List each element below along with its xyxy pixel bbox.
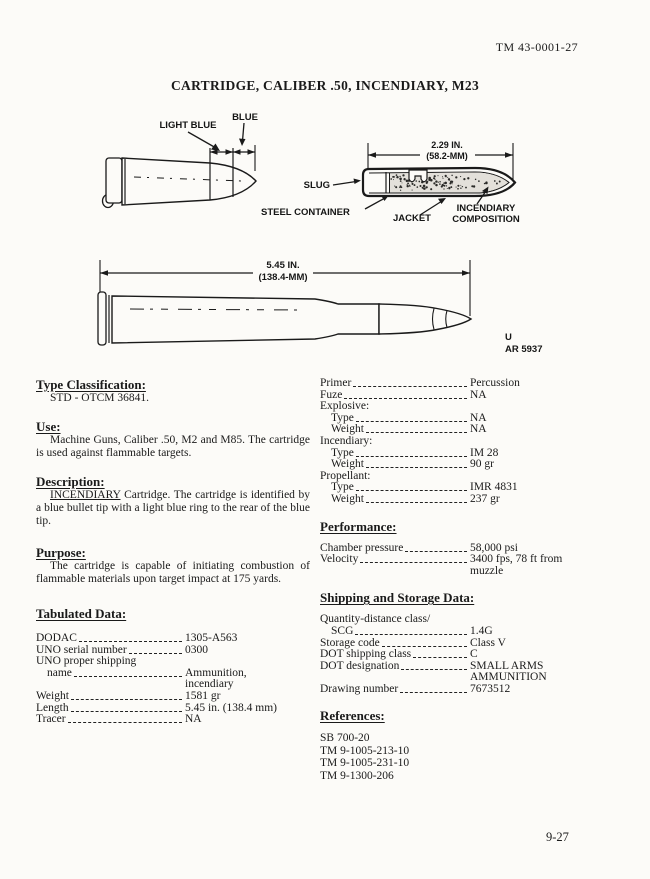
spec-row <box>36 679 310 691</box>
incendiary-composition-label-2: COMPOSITION <box>452 214 520 225</box>
spec-label: Velocity <box>320 553 359 566</box>
heading-shipping-storage: Shipping and Storage Data: <box>320 590 475 606</box>
spec-value: SMALL ARMS <box>470 659 544 672</box>
spec-label: Type <box>331 411 354 424</box>
steel-container-leader-arrow <box>365 198 385 209</box>
spec-value: C <box>470 648 478 661</box>
spec-row <box>320 401 613 413</box>
tabulated-data-rows-continued <box>320 378 613 506</box>
spec-row <box>320 471 613 483</box>
heading-references: References: <box>320 708 385 724</box>
slug-label: SLUG <box>303 180 330 191</box>
spec-label: Length <box>36 701 69 714</box>
spec-label: Fuze <box>320 388 343 401</box>
spec-row <box>320 661 613 673</box>
dash-leader <box>360 562 467 563</box>
spec-label: Incendiary: <box>320 434 373 447</box>
reference-item: TM 9-1300-206 <box>320 769 394 782</box>
spec-label: Quantity-distance class/ <box>320 613 431 626</box>
right-column <box>320 378 613 782</box>
spec-label: Type <box>331 446 354 459</box>
spec-label: Explosive: <box>320 400 370 413</box>
spec-row <box>320 626 613 638</box>
spec-row <box>320 554 613 566</box>
light-blue-band-label: LIGHT BLUE <box>159 120 217 131</box>
cartridge-dim-inches: 5.45 IN. <box>266 260 300 271</box>
spec-row <box>36 656 310 668</box>
figure-code-line2: AR 5937 <box>505 344 543 355</box>
cartridge-outline <box>98 292 471 345</box>
doc-number: TM 43-0001-27 <box>495 40 578 54</box>
spec-value: 90 gr <box>470 458 494 471</box>
dash-leader <box>344 398 467 399</box>
spec-value: 1305-A563 <box>185 632 238 644</box>
dash-leader <box>405 551 467 552</box>
cartridge-dim-mm: (138.4-MM) <box>258 272 308 283</box>
dash-leader <box>413 657 467 658</box>
spec-row <box>320 543 613 555</box>
incendiary-composition-label-1: INCENDIARY <box>456 203 516 214</box>
spec-row <box>320 494 613 506</box>
spec-label: Drawing number <box>320 682 399 695</box>
spec-value: Class V <box>470 636 506 649</box>
cutaway-bullet <box>363 168 515 196</box>
description-keyword: INCENDIARY <box>50 489 121 501</box>
reference-item: TM 9-1005-231-10 <box>320 757 410 770</box>
tabulated-data-rows <box>36 633 310 726</box>
spec-label: Propellant: <box>320 469 371 482</box>
references-list <box>320 732 613 782</box>
spec-label: Weight <box>331 458 364 471</box>
spec-label: Primer <box>320 377 352 389</box>
spec-label: Storage code <box>320 636 380 649</box>
dash-leader <box>366 432 467 433</box>
spec-row <box>320 459 613 471</box>
spec-row <box>320 378 613 390</box>
blue-band-label: BLUE <box>232 112 258 123</box>
slug-leader-arrow <box>333 182 356 186</box>
dash-leader <box>366 502 467 503</box>
dash-leader <box>400 692 467 693</box>
dash-leader <box>68 722 182 723</box>
spec-value: 58,000 psi <box>470 541 518 554</box>
spec-value: Ammunition, <box>185 666 247 679</box>
reference-item: SB 700-20 <box>320 732 370 745</box>
dash-leader <box>74 676 182 677</box>
heading-use: Use: <box>36 419 61 434</box>
spec-row <box>36 633 310 645</box>
spec-row <box>320 436 613 448</box>
description-body <box>36 489 310 528</box>
spec-label: name <box>47 666 72 679</box>
spec-row <box>320 684 613 696</box>
spec-row <box>36 668 310 680</box>
spec-value: 3400 fps, 78 ft from <box>470 553 563 566</box>
spec-value: IM 28 <box>470 446 499 459</box>
spec-value: NA <box>470 423 487 436</box>
spec-label: UNO proper shipping <box>36 655 137 668</box>
spec-row <box>320 649 613 661</box>
page-title: CARTRIDGE, CALIBER .50, INCENDIARY, M23 <box>170 78 480 93</box>
heading-description: Description: <box>36 474 105 489</box>
dash-leader <box>401 669 467 670</box>
projectile-outline <box>103 145 257 208</box>
light-blue-leader-arrow <box>188 132 216 148</box>
spec-value: 1.4G <box>470 624 493 637</box>
spec-label: SCG <box>331 624 354 637</box>
spec-row <box>320 614 613 626</box>
spec-value: muzzle <box>470 564 504 577</box>
type-classification-body: STD - OTCM 36841. <box>50 392 150 404</box>
spec-label: Chamber pressure <box>320 541 404 554</box>
jacket-label: JACKET <box>392 213 432 224</box>
performance-rows <box>320 543 613 578</box>
left-column <box>36 377 310 726</box>
dash-leader <box>71 711 182 712</box>
spec-label: UNO serial number <box>36 643 127 656</box>
page-number: 9-27 <box>546 830 569 844</box>
dash-leader <box>353 386 467 387</box>
dash-leader <box>356 456 467 457</box>
heading-performance: Performance: <box>320 518 397 534</box>
spec-label: Weight <box>36 689 69 702</box>
spec-value: incendiary <box>185 678 234 691</box>
spec-row <box>320 566 613 578</box>
dash-leader <box>79 641 182 642</box>
spec-value: AMMUNITION <box>470 671 547 684</box>
spec-value: IMR 4831 <box>470 481 518 494</box>
spec-value: 237 gr <box>470 492 500 505</box>
dash-leader <box>382 646 467 647</box>
spec-label: DOT designation <box>320 659 400 672</box>
dash-leader <box>366 467 467 468</box>
spec-label: DOT shipping class <box>320 648 412 661</box>
use-body: Machine Guns, Caliber .50, M2 and M85. The cartridge is used against flammable targets. <box>36 434 310 459</box>
cutaway-dim-inches: 2.29 IN. <box>431 140 463 150</box>
bullet-tip-diagram <box>92 108 272 216</box>
spec-label: Type <box>331 481 354 494</box>
cartridge-diagram <box>85 252 560 370</box>
spec-row <box>36 691 310 703</box>
heading-type-classification: Type Classification: <box>36 377 146 392</box>
dash-leader <box>356 421 467 422</box>
reference-item: TM 9-1005-213-10 <box>320 744 410 757</box>
bullet-cutaway-diagram <box>253 133 538 238</box>
blue-leader-arrow <box>243 123 245 141</box>
purpose-body: The cartridge is capable of initiating combustion of flammable materials upon target impact at 175 yards. <box>36 560 310 585</box>
spec-value: 1581 gr <box>185 689 221 702</box>
dash-leader <box>356 490 467 491</box>
spec-value: NA <box>470 411 487 424</box>
dash-leader <box>129 653 182 654</box>
spec-label: Tracer <box>36 713 66 726</box>
steel-container-label: STEEL CONTAINER <box>261 207 350 218</box>
figure-code-line1: U <box>505 332 512 343</box>
spec-value: Percussion <box>470 377 520 389</box>
dash-leader <box>355 634 467 635</box>
spec-row <box>36 703 310 715</box>
spec-label: Weight <box>331 423 364 436</box>
description-rest: Cartridge. The cartridge is identified by a blue bullet tip with a light blue ring to the rear of the blue tip. <box>36 489 310 527</box>
spec-label: DODAC <box>36 632 77 644</box>
spec-row <box>36 714 310 726</box>
spec-value: NA <box>185 713 202 726</box>
spec-value: 5.45 in. (138.4 mm) <box>185 701 277 714</box>
spec-label: Weight <box>331 492 364 505</box>
heading-tabulated-data: Tabulated Data: <box>36 606 127 621</box>
spec-value: 7673512 <box>470 682 511 695</box>
dash-leader <box>71 699 182 700</box>
shipping-storage-rows <box>320 614 613 695</box>
cutaway-dim-mm: (58.2-MM) <box>426 151 468 161</box>
heading-purpose: Purpose: <box>36 545 86 560</box>
spec-value: NA <box>470 388 487 401</box>
spec-value: 0300 <box>185 643 208 656</box>
